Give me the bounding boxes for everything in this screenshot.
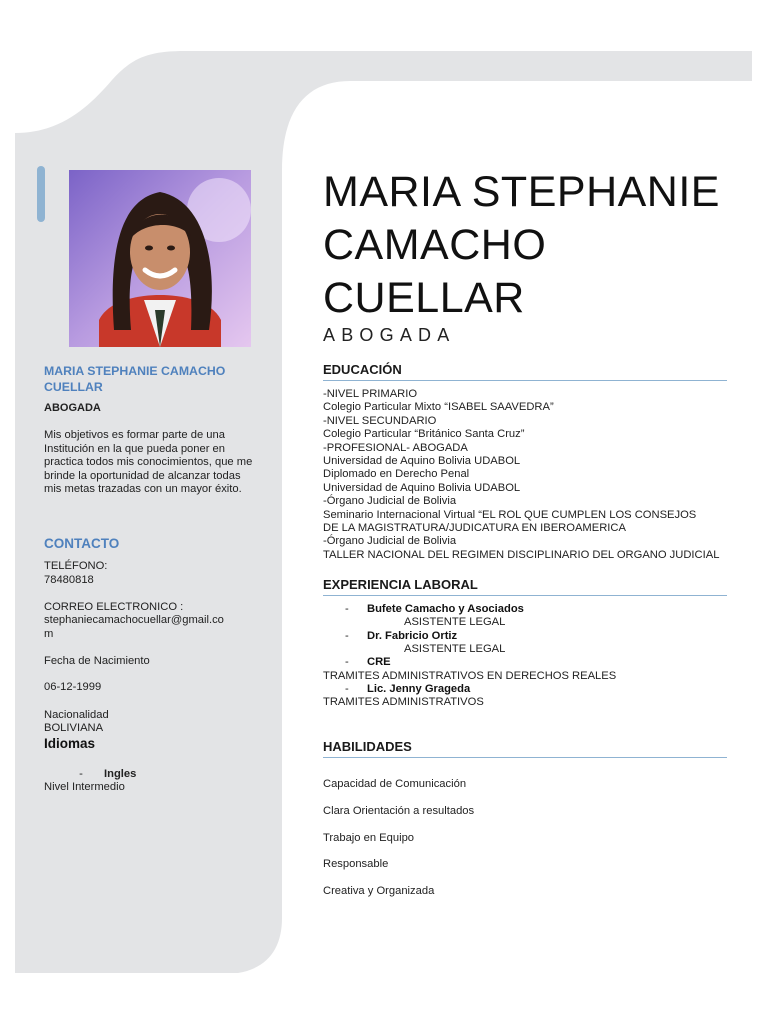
sidebar-objective: Mis objetivos es formar parte de una Institución en la que pueda poner en practica todos mis conocimientos, que me brinde la oportunidad de alcanzar todas mis metas trazadas con un mayor éxito. <box>44 429 253 495</box>
education-detail: Colegio Particular “Británico Santa Cruz” <box>323 428 525 441</box>
education-detail: Universidad de Aquino Bolivia UDABOL <box>323 481 521 494</box>
education-detail: Universidad de Aquino Bolivia UDABOL <box>323 455 521 467</box>
language-level: Nivel Intermedio <box>44 781 125 793</box>
full-name-line: CAMACHO <box>323 221 547 269</box>
nationality-label: Nacionalidad <box>44 709 109 721</box>
experience-detail: ASISTENTE LEGAL <box>404 616 506 628</box>
experience-title: EXPERIENCIA LABORAL <box>323 577 727 596</box>
bullet-dash: - <box>345 683 349 695</box>
bullet-dash: - <box>79 768 83 780</box>
language-name: Ingles <box>104 768 137 780</box>
phone-label: TELÉFONO: <box>44 560 108 572</box>
full-name-line: CUELLAR <box>323 274 525 322</box>
phone-value: 78480818 <box>44 574 94 586</box>
experience-employer <box>345 603 524 616</box>
profile-photo <box>69 170 251 347</box>
education-detail: TALLER NACIONAL DEL REGIMEN DISCIPLINARIO DEL ORGANO JUDICIAL <box>323 548 720 561</box>
employer-name: Dr. Fabricio Ortiz <box>367 630 458 642</box>
experience-employer <box>345 630 457 643</box>
education-title: EDUCACIÓN <box>323 362 727 381</box>
bullet-dash: - <box>345 630 349 642</box>
full-name-line: MARIA STEPHANIE <box>323 168 720 216</box>
languages-title: Idiomas <box>44 736 96 751</box>
sidebar-name: MARIA STEPHANIE CAMACHO CUELLAR <box>44 364 226 394</box>
bullet-dash: - <box>345 656 349 668</box>
skill-item: Clara Orientación a resultados <box>323 805 475 817</box>
education-heading: -NIVEL SECUNDARIO <box>323 414 437 427</box>
education-detail: Seminario Internacional Virtual “EL ROL QUE CUMPLEN LOS CONSEJOS <box>323 508 697 521</box>
full-name <box>323 166 727 325</box>
skill-item: Capacidad de Comunicación <box>323 778 467 790</box>
education-detail: DE LA MAGISTRATURA/JUDICATURA EN IBEROAMERICA <box>323 522 626 534</box>
employer-name: Bufete Camacho y Asociados <box>367 603 524 615</box>
education-detail: Colegio Particular Mixto “ISABEL SAAVEDRA” <box>323 401 554 414</box>
experience-employer <box>345 683 470 696</box>
nationality-value: BOLIVIANA <box>44 722 104 734</box>
accent-bar <box>37 166 45 222</box>
sidebar-role: ABOGADA <box>44 402 101 414</box>
skills-title: HABILIDADES <box>323 739 727 758</box>
birth-label: Fecha de Nacimiento <box>44 655 150 667</box>
job-title: ABOGADA <box>323 325 456 345</box>
skill-item: Creativa y Organizada <box>323 885 435 897</box>
language-item <box>44 768 260 781</box>
email-label: CORREO ELECTRONICO : <box>44 601 184 613</box>
skill-item: Responsable <box>323 858 389 870</box>
experience-detail: TRAMITES ADMINISTRATIVOS <box>323 696 484 708</box>
email-value-line2: m <box>44 628 54 640</box>
skill-item: Trabajo en Equipo <box>323 832 415 844</box>
experience-employer <box>345 656 391 669</box>
contact-title: CONTACTO <box>44 536 120 551</box>
experience-detail: ASISTENTE LEGAL <box>404 643 506 655</box>
education-heading: -NIVEL PRIMARIO <box>323 388 418 400</box>
email-value-line1: stephaniecamachocuellar@gmail.co <box>44 614 224 626</box>
education-heading: -PROFESIONAL- ABOGADA <box>323 441 468 454</box>
education-heading: -Órgano Judicial de Bolivia <box>323 495 457 508</box>
education-heading: Diplomado en Derecho Penal <box>323 468 470 481</box>
birth-date: 06-12-1999 <box>44 681 102 693</box>
employer-name: Lic. Jenny Grageda <box>367 683 471 695</box>
bullet-dash: - <box>345 603 349 615</box>
education-heading: -Órgano Judicial de Bolivia <box>323 535 457 548</box>
employer-name: CRE <box>367 656 391 668</box>
experience-detail: TRAMITES ADMINISTRATIVOS EN DERECHOS REALES <box>323 670 617 682</box>
